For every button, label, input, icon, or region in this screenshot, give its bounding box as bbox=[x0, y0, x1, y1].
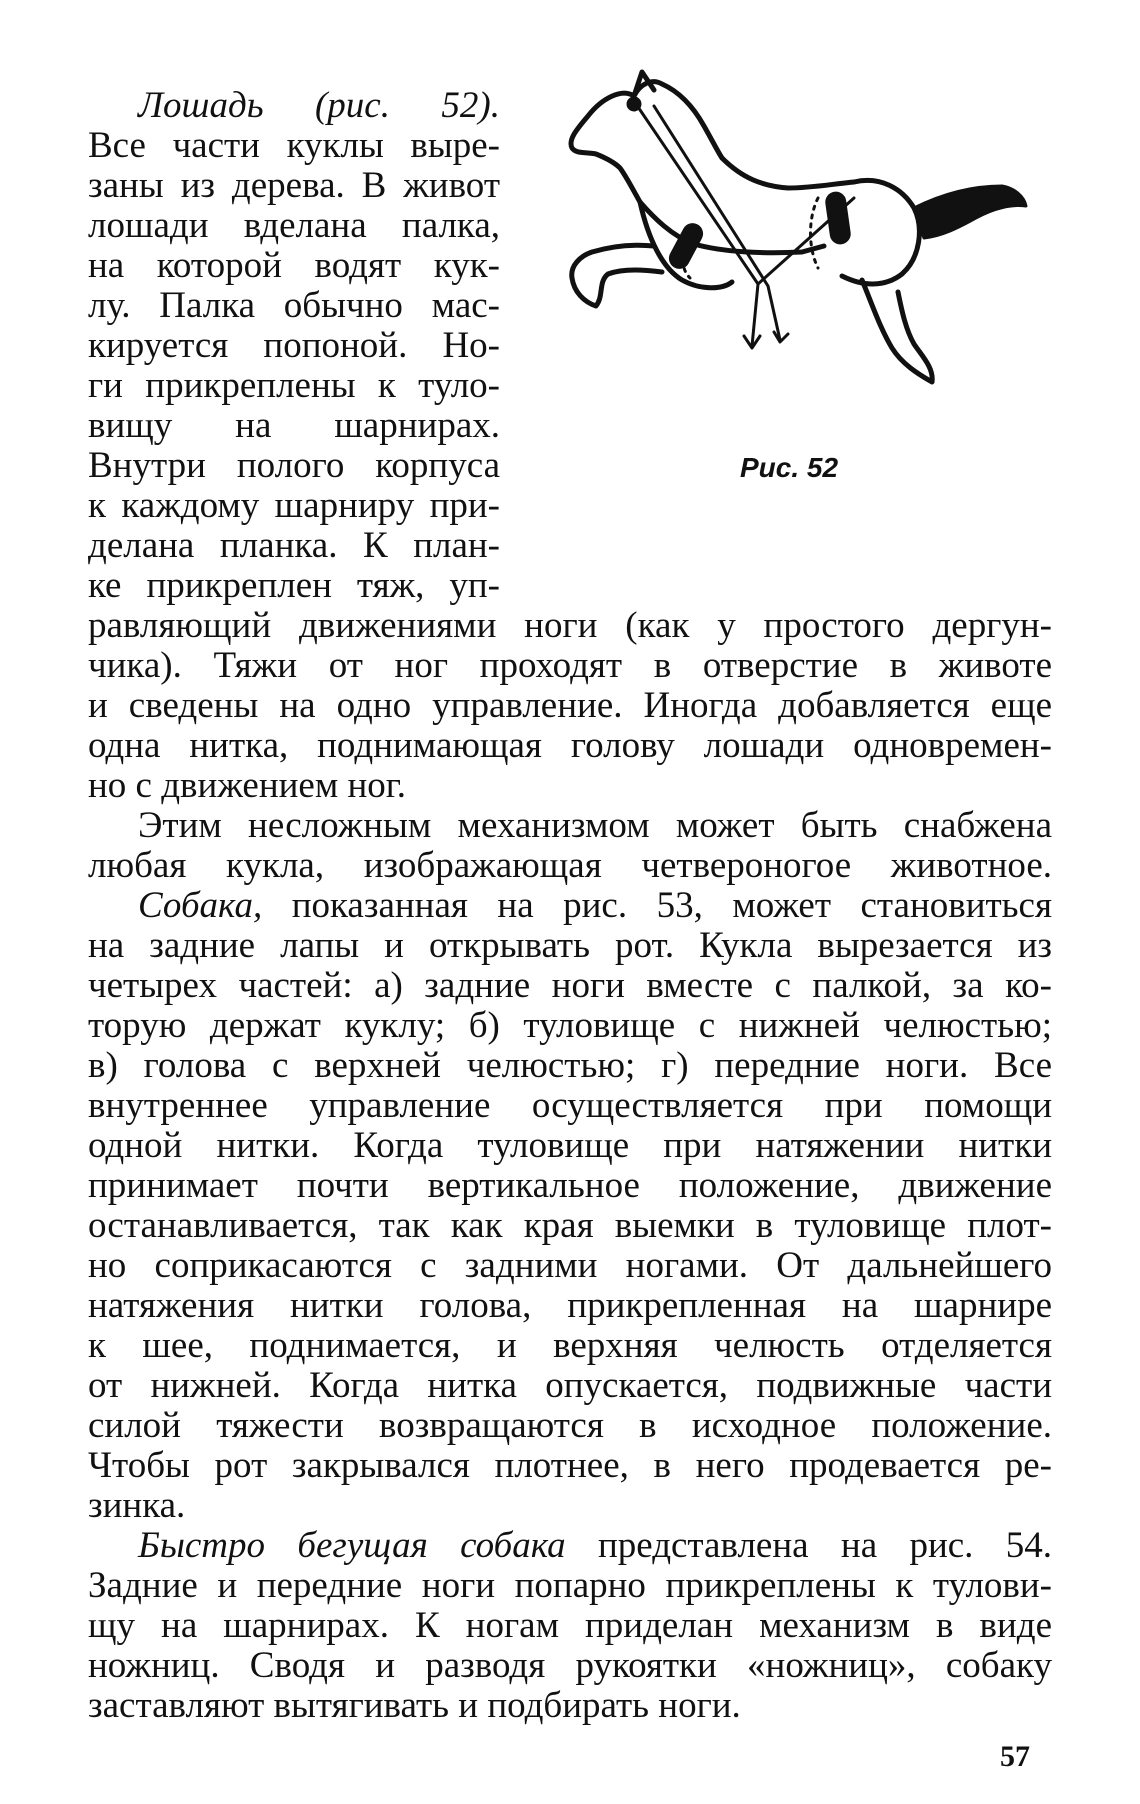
text-line: Чтобы рот закрывался плотнее, в него продевается ре- bbox=[88, 1445, 1052, 1486]
text-line: одной нитки. Когда туловище при натяжении нитки bbox=[88, 1125, 1052, 1166]
text-line: останавливается, так как края выемки в туловище плот- bbox=[88, 1205, 1052, 1246]
text-line: Этим несложным механизмом может быть снабжена bbox=[138, 805, 1052, 846]
text-line: любая кукла, изображающая четвероногое животное. bbox=[88, 845, 1052, 886]
text-line: на которой водят кук- bbox=[88, 245, 500, 286]
running-dog-first-line bbox=[138, 1526, 1052, 1566]
text-line: чика). Тяжи от ног проходят в отверстие в животе bbox=[88, 645, 1052, 686]
text-line: кируется попоной. Но- bbox=[88, 325, 500, 366]
text-line: ке прикреплен тяж, уп- bbox=[88, 565, 500, 606]
text-line: лу. Палка обычно мас- bbox=[88, 285, 500, 326]
horse-rear-body bbox=[842, 180, 919, 284]
text-line: щу на шарнирах. К ногам приделан механизм в виде bbox=[88, 1605, 1052, 1646]
text-line: Задние и передние ноги попарно прикреплены к тулови- bbox=[88, 1565, 1052, 1606]
text-line: заставляют вытягивать и подбирать ноги. bbox=[88, 1685, 741, 1726]
figure-caption: Рис. 52 bbox=[740, 452, 839, 483]
dog-title: Собака, bbox=[138, 885, 263, 926]
running-dog-first-rest: представлена на рис. 54. bbox=[597, 1525, 1052, 1566]
text-line: принимает почти вертикальное положение, движение bbox=[88, 1165, 1052, 1206]
text-line: но с движением ног. bbox=[88, 765, 407, 806]
text-line: делана планка. К план- bbox=[88, 525, 500, 566]
horse-tail bbox=[914, 186, 1026, 238]
horse-rod-arrow bbox=[744, 332, 788, 348]
text-line: на задние лапы и открывать рот. Кукла вырезается из bbox=[88, 925, 1052, 966]
text-line: Все части куклы выре- bbox=[88, 125, 500, 166]
text-line: внутреннее управление осуществляется при помощи bbox=[88, 1085, 1052, 1126]
text-line: лошади вделана палка, bbox=[88, 205, 500, 246]
text-line: равляющий движениями ноги (как у простого дергун- bbox=[88, 605, 1052, 646]
horse-figure bbox=[562, 68, 1062, 448]
text-line: четырех частей: а) задние ноги вместе с палкой, за ко- bbox=[88, 965, 1052, 1006]
horse-eye bbox=[629, 99, 639, 109]
horse-front-leg bbox=[572, 245, 662, 306]
running-dog-title: Быстро бегущая собака bbox=[138, 1525, 566, 1566]
text-line: одна нитка, поднимающая голову лошади одновремен- bbox=[88, 725, 1052, 766]
horse-plank bbox=[827, 193, 850, 243]
text-line: торую держат куклу; б) туловище с нижней челюстью; bbox=[88, 1005, 1052, 1046]
text-line: заны из дерева. В живот bbox=[88, 165, 500, 206]
horse-back-outline bbox=[722, 158, 854, 188]
text-line: но соприкасаются с задними ногами. От дальнейшего bbox=[88, 1245, 1052, 1286]
dog-first-rest: показанная на рис. 53, может становиться bbox=[291, 885, 1052, 926]
text-line: ножниц. Сводя и разводя рукоятки «ножниц», собаку bbox=[88, 1645, 1052, 1686]
text-line: от нижней. Когда нитка опускается, подвижные части bbox=[88, 1365, 1052, 1406]
text-line: к каждому шарниру при- bbox=[88, 485, 500, 526]
text-line: зинка. bbox=[88, 1485, 186, 1526]
page-number: 57 bbox=[1000, 1740, 1030, 1773]
text-line: Внутри полого корпуса bbox=[88, 445, 500, 486]
text-line: ги прикреплены к туло- bbox=[88, 365, 500, 406]
horse-title: Лошадь (рис. 52). bbox=[138, 85, 500, 126]
text-line: натяжения нитки голова, прикрепленная на шарнире bbox=[88, 1285, 1052, 1326]
horse-diagram bbox=[562, 68, 1062, 448]
text-line: вищу на шарнирах. bbox=[88, 405, 500, 446]
text-line: и сведены на одно управление. Иногда добавляется еще bbox=[88, 685, 1052, 726]
text-line: к шее, поднимается, и верхняя челюсть отделяется bbox=[88, 1325, 1052, 1366]
dog-first-line bbox=[138, 886, 1052, 926]
text-line: силой тяжести возвращаются в исходное положение. bbox=[88, 1405, 1052, 1446]
horse-rear-leg bbox=[862, 280, 932, 382]
text-line: в) голова с верхней челюстью; г) передние ноги. Все bbox=[88, 1045, 1052, 1086]
